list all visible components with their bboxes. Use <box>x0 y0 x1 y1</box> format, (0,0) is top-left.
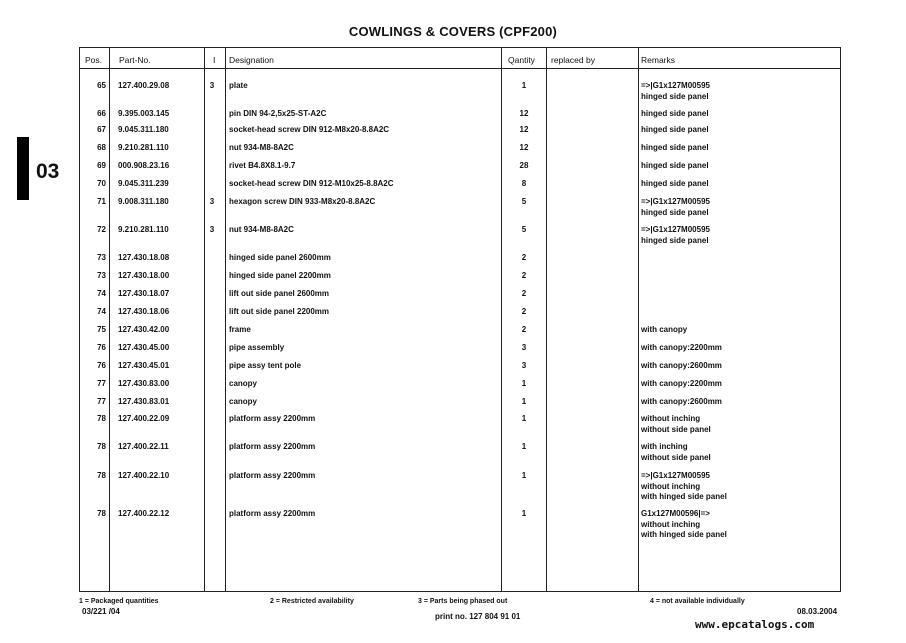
remark-line: =>|G1x127M00595 <box>641 81 710 90</box>
cell-quantity: 1 <box>521 81 527 90</box>
cell-remarks <box>641 125 709 136</box>
remark-line: hinged side panel <box>641 143 709 152</box>
cell-remarks <box>641 442 711 463</box>
cell-part-no: 9.395.003.145 <box>118 109 170 118</box>
cell-designation: platform assy 2200mm <box>229 509 316 518</box>
column-divider <box>638 48 639 591</box>
print-date: 08.03.2004 <box>797 607 838 616</box>
cell-pos: 78 <box>97 471 106 480</box>
cell-quantity: 2 <box>521 307 527 316</box>
cell-quantity: 5 <box>521 197 527 206</box>
cell-quantity: 1 <box>521 442 527 451</box>
cell-designation: pipe assy tent pole <box>229 361 302 370</box>
remark-line: with canopy <box>641 325 688 334</box>
page-title: COWLINGS & COVERS (CPF200) <box>348 24 558 39</box>
header-i: I <box>213 55 216 65</box>
cell-pos: 74 <box>97 307 106 316</box>
cell-pos: 78 <box>97 442 106 451</box>
remark-line: hinged side panel <box>641 179 709 188</box>
header-remarks: Remarks <box>641 55 676 65</box>
cell-quantity: 1 <box>521 397 527 406</box>
header-divider <box>80 68 840 69</box>
cell-pos: 73 <box>97 271 106 280</box>
cell-part-no: 127.430.45.01 <box>118 361 170 370</box>
cell-remarks <box>641 379 722 390</box>
cell-pos: 78 <box>97 509 106 518</box>
cell-indicator: 3 <box>209 197 215 206</box>
cell-part-no: 000.908.23.16 <box>118 161 170 170</box>
cell-pos: 67 <box>97 125 106 134</box>
print-number: print no. 127 804 91 01 <box>435 612 521 621</box>
cell-designation: platform assy 2200mm <box>229 442 316 451</box>
cell-quantity: 1 <box>521 471 527 480</box>
remark-line: with canopy:2600mm <box>641 361 722 370</box>
cell-part-no: 127.430.18.06 <box>118 307 170 316</box>
remark-line: hinged side panel <box>641 207 709 217</box>
column-divider <box>225 48 226 591</box>
header-pos: Pos. <box>85 55 103 65</box>
cell-part-no: 127.400.22.10 <box>118 471 170 480</box>
column-divider <box>109 48 110 591</box>
remark-line: with hinged side panel <box>641 530 727 539</box>
cell-remarks <box>641 414 711 435</box>
cell-remarks <box>641 325 687 336</box>
cell-remarks <box>641 197 710 218</box>
cell-quantity: 1 <box>521 379 527 388</box>
remark-line: hinged side panel <box>641 109 709 118</box>
footnote-not-individual: 4 = not available individually <box>650 598 745 605</box>
cell-remarks <box>641 361 722 372</box>
remark-line: G1x127M00596|=> <box>641 509 710 518</box>
cell-quantity: 2 <box>521 271 527 280</box>
cell-part-no: 9.210.281.110 <box>118 143 169 152</box>
cell-remarks <box>641 81 710 102</box>
cell-designation: hinged side panel 2200mm <box>229 271 331 280</box>
cell-part-no: 9.045.311.180 <box>118 125 169 134</box>
cell-pos: 77 <box>97 397 106 406</box>
cell-part-no: 127.430.18.00 <box>118 271 170 280</box>
cell-designation: socket-head screw DIN 912-M10x25-8.8A2C <box>229 179 394 188</box>
cell-quantity: 3 <box>521 361 527 370</box>
cell-quantity: 3 <box>521 343 527 352</box>
cell-pos: 75 <box>97 325 106 334</box>
cell-quantity: 2 <box>521 253 527 262</box>
remark-line: =>|G1x127M00595 <box>641 471 710 480</box>
cell-part-no: 127.430.42.00 <box>118 325 170 334</box>
remark-line: with canopy:2200mm <box>641 343 722 352</box>
cell-remarks <box>641 143 709 154</box>
column-divider <box>204 48 205 591</box>
cell-remarks <box>641 109 709 120</box>
header-replaced-by: replaced by <box>551 55 595 65</box>
watermark-text: www.epcatalogs.com <box>695 618 815 631</box>
cell-pos: 68 <box>97 143 106 152</box>
cell-part-no: 127.430.18.08 <box>118 253 170 262</box>
footnote-phased-out: 3 = Parts being phased out <box>418 598 508 605</box>
cell-designation: nut 934-M8-8A2C <box>229 225 294 234</box>
cell-part-no: 127.400.29.08 <box>118 81 170 90</box>
section-number: 03 <box>36 160 60 183</box>
cell-designation: plate <box>229 81 248 90</box>
cell-part-no: 127.430.18.07 <box>118 289 170 298</box>
remark-line: with inching <box>641 442 688 451</box>
cell-designation: hinged side panel 2600mm <box>229 253 331 262</box>
remark-line: with canopy:2200mm <box>641 379 722 388</box>
cell-pos: 71 <box>97 197 106 206</box>
cell-pos: 66 <box>97 109 106 118</box>
cell-part-no: 127.400.22.09 <box>118 414 170 423</box>
cell-designation: frame <box>229 325 251 334</box>
remark-line: with canopy:2600mm <box>641 397 722 406</box>
cell-pos: 69 <box>97 161 106 170</box>
cell-designation: pin DIN 94-2,5x25-ST-A2C <box>229 109 327 118</box>
cell-part-no: 127.430.45.00 <box>118 343 170 352</box>
cell-quantity: 12 <box>519 125 529 134</box>
cell-quantity: 12 <box>519 143 529 152</box>
header-designation: Designation <box>229 55 274 65</box>
remark-line: hinged side panel <box>641 125 709 134</box>
cell-remarks <box>641 397 722 408</box>
cell-quantity: 2 <box>521 325 527 334</box>
cell-designation: lift out side panel 2600mm <box>229 289 330 298</box>
cell-quantity: 1 <box>521 414 527 423</box>
cell-designation: pipe assembly <box>229 343 285 352</box>
cell-part-no: 127.400.22.12 <box>118 509 170 518</box>
remark-line: without side panel <box>641 452 711 462</box>
cell-remarks <box>641 225 710 246</box>
remark-line: without inching <box>641 481 701 491</box>
cell-pos: 76 <box>97 361 106 370</box>
cell-quantity: 1 <box>521 509 527 518</box>
cell-pos: 78 <box>97 414 106 423</box>
column-divider <box>546 48 547 591</box>
cell-quantity: 28 <box>519 161 529 170</box>
cell-part-no: 9.210.281.110 <box>118 225 169 234</box>
cell-designation: socket-head screw DIN 912-M8x20-8.8A2C <box>229 125 390 134</box>
cell-designation: canopy <box>229 397 258 406</box>
cell-pos: 72 <box>97 225 106 234</box>
cell-designation: nut 934-M8-8A2C <box>229 143 294 152</box>
cell-part-no: 127.430.83.00 <box>118 379 170 388</box>
remark-line: hinged side panel <box>641 161 709 170</box>
remark-line: =>|G1x127M00595 <box>641 225 710 234</box>
cell-pos: 76 <box>97 343 106 352</box>
remark-line: with hinged side panel <box>641 492 727 501</box>
header-part-no: Part-No. <box>119 55 151 65</box>
cell-pos: 74 <box>97 289 106 298</box>
cell-designation: platform assy 2200mm <box>229 471 316 480</box>
section-tab-marker <box>17 137 29 200</box>
cell-pos: 73 <box>97 253 106 262</box>
cell-designation: lift out side panel 2200mm <box>229 307 330 316</box>
cell-designation: canopy <box>229 379 258 388</box>
footnote-restricted: 2 = Restricted availability <box>270 598 354 605</box>
header-quantity: Qantity <box>508 55 535 65</box>
cell-quantity: 12 <box>519 109 529 118</box>
cell-quantity: 8 <box>521 179 527 188</box>
cell-designation: hexagon screw DIN 933-M8x20-8.8A2C <box>229 197 376 206</box>
cell-pos: 77 <box>97 379 106 388</box>
cell-remarks <box>641 161 709 172</box>
cell-quantity: 5 <box>521 225 527 234</box>
cell-part-no: 127.400.22.11 <box>118 442 169 451</box>
page-code: 03/221 /04 <box>82 607 120 616</box>
remark-line: hinged side panel <box>641 235 709 245</box>
column-divider <box>501 48 502 591</box>
cell-indicator: 3 <box>209 225 215 234</box>
cell-designation: platform assy 2200mm <box>229 414 316 423</box>
footnote-packaged: 1 = Packaged quantities <box>79 598 159 605</box>
remark-line: without side panel <box>641 424 711 434</box>
cell-pos: 65 <box>97 81 106 90</box>
parts-table <box>79 47 841 592</box>
remark-line: without inching <box>641 414 701 423</box>
cell-designation: rivet B4.8X8.1-9.7 <box>229 161 296 170</box>
cell-part-no: 127.430.83.01 <box>118 397 170 406</box>
cell-remarks <box>641 343 722 354</box>
remark-line: without inching <box>641 519 701 529</box>
cell-remarks <box>641 471 727 503</box>
cell-remarks <box>641 509 727 541</box>
remark-line: =>|G1x127M00595 <box>641 197 710 206</box>
cell-pos: 70 <box>97 179 106 188</box>
remark-line: hinged side panel <box>641 91 709 101</box>
cell-indicator: 3 <box>209 81 215 90</box>
cell-remarks <box>641 179 709 190</box>
cell-quantity: 2 <box>521 289 527 298</box>
cell-part-no: 9.045.311.239 <box>118 179 169 188</box>
cell-part-no: 9.008.311.180 <box>118 197 169 206</box>
